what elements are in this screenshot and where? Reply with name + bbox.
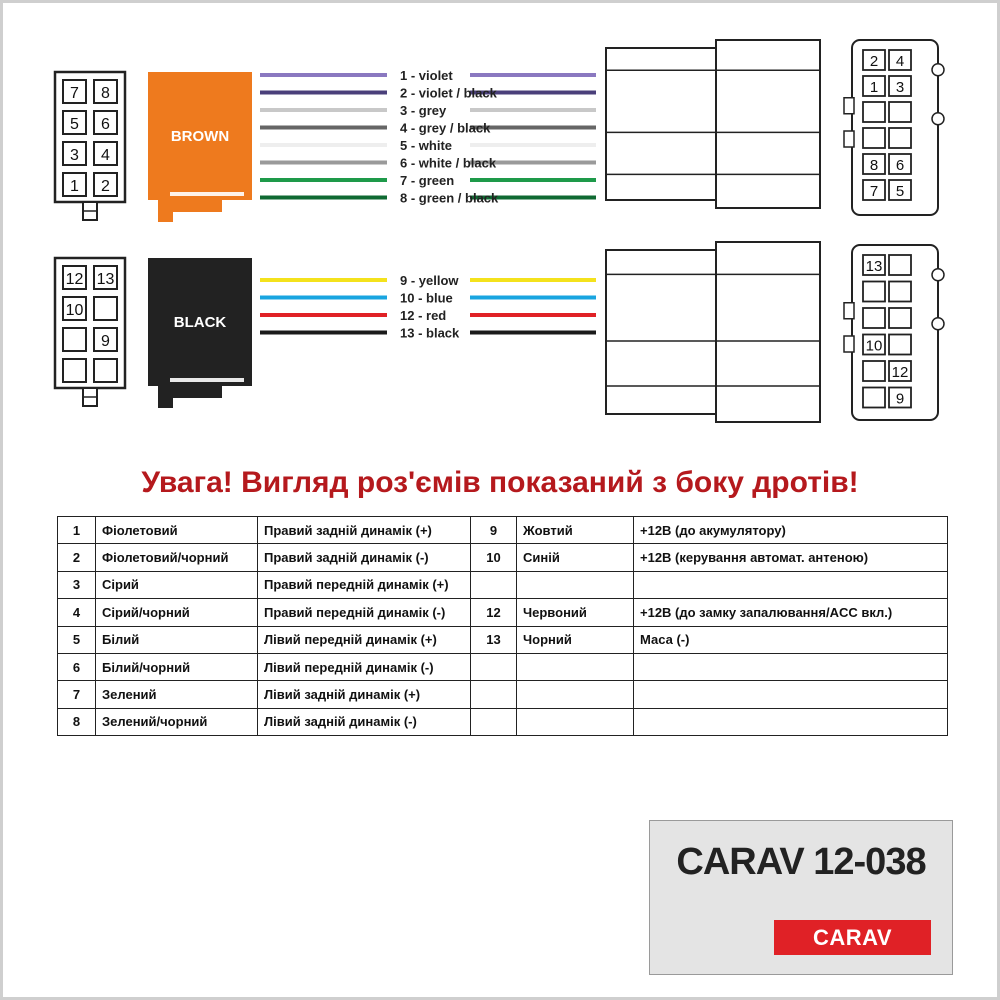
pin-number: 2 [869, 53, 879, 70]
pin-cell [889, 282, 911, 302]
pin-cell [863, 102, 885, 122]
face-connector-key [844, 336, 854, 352]
table-row [58, 653, 948, 680]
table-cell: Білий [96, 626, 258, 653]
table-cell [634, 571, 948, 598]
face-connector-tab [932, 113, 944, 125]
table-cell [517, 681, 634, 708]
pin-cell [63, 359, 86, 382]
table-cell [517, 571, 634, 598]
warning-text: Увага! Вигляд роз'ємів показаний з боку дротів! [141, 466, 859, 499]
plug-body [148, 258, 252, 408]
table-row [58, 708, 948, 735]
pin-cell [94, 359, 117, 382]
plug-slot [170, 192, 244, 196]
table-cell: 10 [471, 544, 517, 571]
table-cell [634, 653, 948, 680]
pin-number: 8 [101, 85, 110, 102]
pin-number: 8 [869, 157, 879, 174]
pin-cell [94, 297, 117, 320]
face-connector-tab [932, 318, 944, 330]
pin-cell [63, 328, 86, 351]
table-cell [471, 681, 517, 708]
pin-cell [863, 282, 885, 302]
wire-label: 9 - yellow [400, 273, 459, 288]
table-cell: 8 [58, 708, 96, 735]
wire-label: 10 - blue [400, 290, 453, 306]
table-cell: +12В (до замку запалювання/ACC вкл.) [634, 599, 948, 626]
table-cell [634, 681, 948, 708]
wire-label: 3 - grey [400, 103, 447, 118]
wire-label: 12 - red [400, 308, 447, 323]
table-cell: Лівий задній динамік (+) [258, 681, 471, 708]
pin-number: 12 [891, 364, 909, 381]
wire-label: 4 - grey / black [400, 120, 491, 136]
pin-cell [863, 361, 885, 381]
table-row [58, 517, 948, 544]
table-cell: Фіолетовий [96, 517, 258, 544]
table-cell: Лівий передній динамік (+) [258, 626, 471, 653]
table-cell: Синій [517, 544, 634, 571]
pin-number: 4 [895, 53, 905, 70]
pin-number: 1 [70, 178, 79, 195]
table-cell: Фіолетовий/чорний [96, 544, 258, 571]
product-box [649, 820, 953, 975]
table-cell [517, 708, 634, 735]
pin-number: 12 [65, 271, 84, 288]
brown-connector-group [55, 40, 944, 222]
face-connector-key [844, 98, 854, 114]
table-cell [471, 708, 517, 735]
pin-number: 3 [70, 147, 79, 164]
table-cell: Правий задній динамік (+) [258, 517, 471, 544]
product-model: CARAV 12-038 [676, 841, 926, 883]
pin-cell [889, 308, 911, 328]
pin-number: 5 [895, 183, 905, 200]
table-cell: Чорний [517, 626, 634, 653]
wire-label: 5 - white [400, 138, 453, 153]
pin-cell [863, 388, 885, 408]
pin-number: 13 [865, 258, 883, 275]
pin-number: 2 [101, 178, 110, 195]
wire-label: 2 - violet / black [400, 85, 497, 101]
table-cell: 9 [471, 517, 517, 544]
wiring-diagram [0, 0, 1000, 460]
pin-cell [889, 335, 911, 355]
pin-number: 7 [869, 183, 879, 200]
pin-cell [889, 128, 911, 148]
pinout-table-body [58, 517, 948, 736]
table-cell: 13 [471, 626, 517, 653]
face-connector-key [844, 303, 854, 319]
table-cell: 3 [58, 571, 96, 598]
pin-number: 7 [70, 85, 79, 102]
pinout-table [57, 516, 948, 736]
face-connector-key [844, 131, 854, 147]
plug-label: BLACK [173, 314, 227, 331]
table-cell: Зелений [96, 681, 258, 708]
wire-label: 1 - violet [400, 68, 453, 83]
wire-label: 8 - green / black [400, 190, 499, 206]
table-row [58, 599, 948, 626]
wire-label: 6 - white / black [400, 155, 497, 171]
pin-number: 10 [65, 302, 84, 319]
face-connector-tab [932, 64, 944, 76]
table-row [58, 571, 948, 598]
table-cell: +12В (керування автомат. антеною) [634, 544, 948, 571]
pin-number: 1 [869, 79, 879, 96]
table-cell: Білий/чорний [96, 653, 258, 680]
table-cell: Жовтий [517, 517, 634, 544]
face-connector-tab [932, 269, 944, 281]
table-cell: 2 [58, 544, 96, 571]
plug-label: BROWN [170, 128, 230, 145]
pin-number: 10 [865, 337, 883, 355]
table-cell: Правий передній динамік (+) [258, 571, 471, 598]
table-cell: 7 [58, 681, 96, 708]
pin-cell [889, 255, 911, 275]
table-cell [517, 653, 634, 680]
pin-number: 3 [895, 79, 905, 96]
table-row [58, 681, 948, 708]
pin-number: 9 [101, 333, 110, 350]
pin-number: 6 [101, 116, 110, 133]
mating-connector-rear [716, 40, 820, 208]
table-cell: Сірий [96, 571, 258, 598]
mating-connector-rear [716, 242, 820, 422]
pin-number: 9 [895, 390, 905, 408]
table-cell [471, 571, 517, 598]
pin-cell [863, 308, 885, 328]
table-cell [634, 708, 948, 735]
table-cell: Правий передній динамік (-) [258, 599, 471, 626]
plug-slot [170, 378, 244, 382]
table-cell: 1 [58, 517, 96, 544]
black-connector-group [55, 242, 944, 422]
table-cell: Маса (-) [634, 626, 948, 653]
table-cell: Зелений/чорний [96, 708, 258, 735]
table-cell: Правий задній динамік (-) [258, 544, 471, 571]
table-cell: Лівий передній динамік (-) [258, 653, 471, 680]
table-cell: 6 [58, 653, 96, 680]
plug-body [148, 72, 252, 222]
table-cell: Лівий задній динамік (-) [258, 708, 471, 735]
table-cell: Сірий/чорний [96, 599, 258, 626]
table-cell: +12В (до акумулятору) [634, 517, 948, 544]
table-cell [471, 653, 517, 680]
table-cell: 4 [58, 599, 96, 626]
table-cell: 12 [471, 599, 517, 626]
pin-number: 6 [895, 157, 905, 174]
wire-label: 7 - green [400, 173, 455, 188]
pin-number: 5 [70, 116, 79, 133]
table-cell: 5 [58, 626, 96, 653]
table-cell: Червоний [517, 599, 634, 626]
pin-number: 4 [101, 147, 110, 164]
pin-cell [889, 102, 911, 122]
brand-logo: CARAV [774, 920, 931, 955]
table-row [58, 544, 948, 571]
pin-cell [863, 128, 885, 148]
wire-label: 13 - black [400, 325, 460, 341]
pin-number: 13 [96, 271, 115, 288]
table-row [58, 626, 948, 653]
